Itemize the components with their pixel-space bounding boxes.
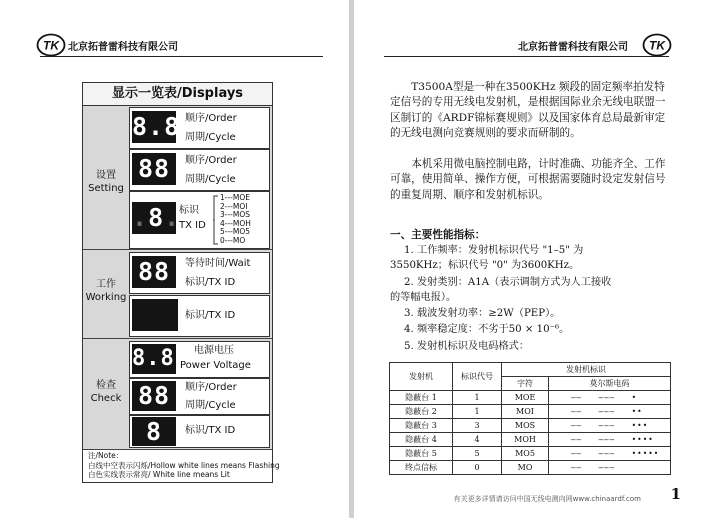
page-number: 1 [670, 485, 681, 503]
working-lcd-2 [132, 299, 178, 331]
table-header: 发射机 [390, 363, 453, 391]
working-wait-box [129, 252, 270, 294]
section-title: 一、主要性能指标： [390, 229, 486, 241]
company-name: 北京拓普雷科技有限公司 [68, 42, 178, 53]
spec-item-4: 4. 频率稳定度：不劣于50 × 10⁻⁶。 [404, 324, 570, 335]
check-power-box [129, 341, 270, 378]
svg-text:TK: TK [649, 38, 665, 53]
header-rule [384, 56, 669, 57]
check-section [83, 339, 272, 450]
check-label: 检查 Check [90, 380, 122, 404]
table-header: 标识代号 [453, 363, 502, 391]
working-label: 工作 Working [85, 279, 127, 303]
left-page [0, 0, 349, 518]
footer-url-note: 有关更多详情请访问中国无线电测向网www.chinaardf.com [453, 495, 641, 503]
setting-section [83, 106, 272, 250]
cycle-label: 周期/Cycle [185, 400, 236, 411]
tk-logo-icon [642, 33, 672, 57]
note-block: 注/Note： 白线中空表示闪烁/Hollow white lines means Flashing 白色实线表示常亮/ White line means Lit [88, 451, 280, 479]
displays-table [82, 82, 280, 483]
cycle-label: 周期/Cycle [185, 174, 236, 185]
order-label: 顺序/Order [185, 382, 237, 393]
check-lcd-3: 8 [132, 417, 176, 446]
check-order-cycle-box [129, 378, 270, 415]
table-row: 隐蔽台 5 5 MO5 —— ——— ••••• [390, 447, 671, 461]
spec-item-2b: 的等幅电报）。 [390, 292, 457, 303]
txid-label: 标识/TX ID [185, 425, 236, 436]
power-en-label: Power Voltage [180, 360, 251, 371]
table-row: 隐蔽台 1 1 MOE —— ——— • [390, 391, 671, 405]
setting-lcd-3: .8. [132, 203, 181, 232]
spec-item-1a: 1. 工作频率：发射机标识代号 "1–5" 为 [404, 245, 584, 256]
wait-label: 等待时间/Wait [185, 258, 251, 269]
table-header: 莫尔斯电码 [549, 377, 671, 391]
working-txid-box [129, 295, 270, 337]
working-lcd-1: 88 [132, 256, 176, 288]
company-name: 北京拓普雷科技有限公司 [518, 42, 628, 53]
order-label: 顺序/Order [185, 155, 237, 166]
table-header: 发射机标识 [502, 363, 671, 377]
txid-en-label: TX ID [179, 220, 206, 231]
table-header: 字符 [502, 377, 549, 391]
table-row: 终点信标 0 MO —— ——— [390, 461, 671, 475]
setting-label: 设置 Setting [88, 170, 124, 194]
cycle-label: 周期/Cycle [185, 132, 236, 143]
design-paragraph: 本机采用微电脑控制电路，计时准确、功能齐全、工作可靠，使用简单、操作方便，可根据需要随时设定发射信号的重复周期、顺序和发射机标识。 [390, 158, 666, 201]
displays-title: 显示一览表/Displays [83, 83, 272, 106]
header-rule [40, 56, 323, 57]
intro-paragraph: T3500A型是一种在3500KHz 频段的固定频率拍发特定信号的专用无线电发射机，是根据国际业余无线电联盟一区制订的《ARDF锦标赛规则》以及国家体育总局最新审定的无线电测向竞赛规则的要求而研制的。 [390, 81, 666, 139]
setting-lcd-2: 88 [132, 153, 176, 185]
setting-order-cycle-box-2 [129, 149, 270, 191]
svg-text:TK: TK [43, 38, 59, 53]
tk-logo-icon [36, 33, 66, 57]
table-row: 隐蔽台 4 4 MOH —— ——— •••• [390, 433, 671, 447]
txid-cn-label: 标识 [179, 205, 199, 216]
txid-label: 标识/TX ID [185, 310, 236, 321]
right-page [354, 0, 703, 518]
check-lcd-2: 88 [132, 381, 176, 411]
power-cn-label: 电源电压 [194, 345, 234, 356]
txid-label: 标识/TX ID [185, 277, 236, 288]
setting-txid-box [129, 191, 270, 249]
table-row: 隐蔽台 3 3 MOS —— ——— ••• [390, 419, 671, 433]
txid-code-list: 1---MOE 2---MOI 3---MOS 4---MOH 5---MO5 0---MO [220, 193, 251, 245]
working-section [83, 250, 272, 339]
setting-order-cycle-box [129, 107, 270, 149]
spec-item-5: 5. 发射机标识及电码格式： [404, 341, 530, 352]
spec-item-3: 3. 载波发射功率：≥2W（PEP）。 [404, 308, 561, 319]
transmitter-code-table [389, 362, 671, 475]
spec-item-1b: 3550KHz；标识代号 "0" 为3600KHz。 [390, 260, 580, 271]
code-bracket-icon [213, 195, 219, 245]
setting-lcd-1: 8.8 [132, 112, 181, 141]
check-lcd-1: 8.8. [132, 344, 176, 374]
spec-item-2a: 2. 发射类别：A1A（表示调制方式为人工接收 [404, 277, 612, 288]
table-row: 隐蔽台 2 1 MOI —— ——— •• [390, 405, 671, 419]
order-label: 顺序/Order [185, 113, 237, 124]
check-txid-box [129, 415, 270, 448]
